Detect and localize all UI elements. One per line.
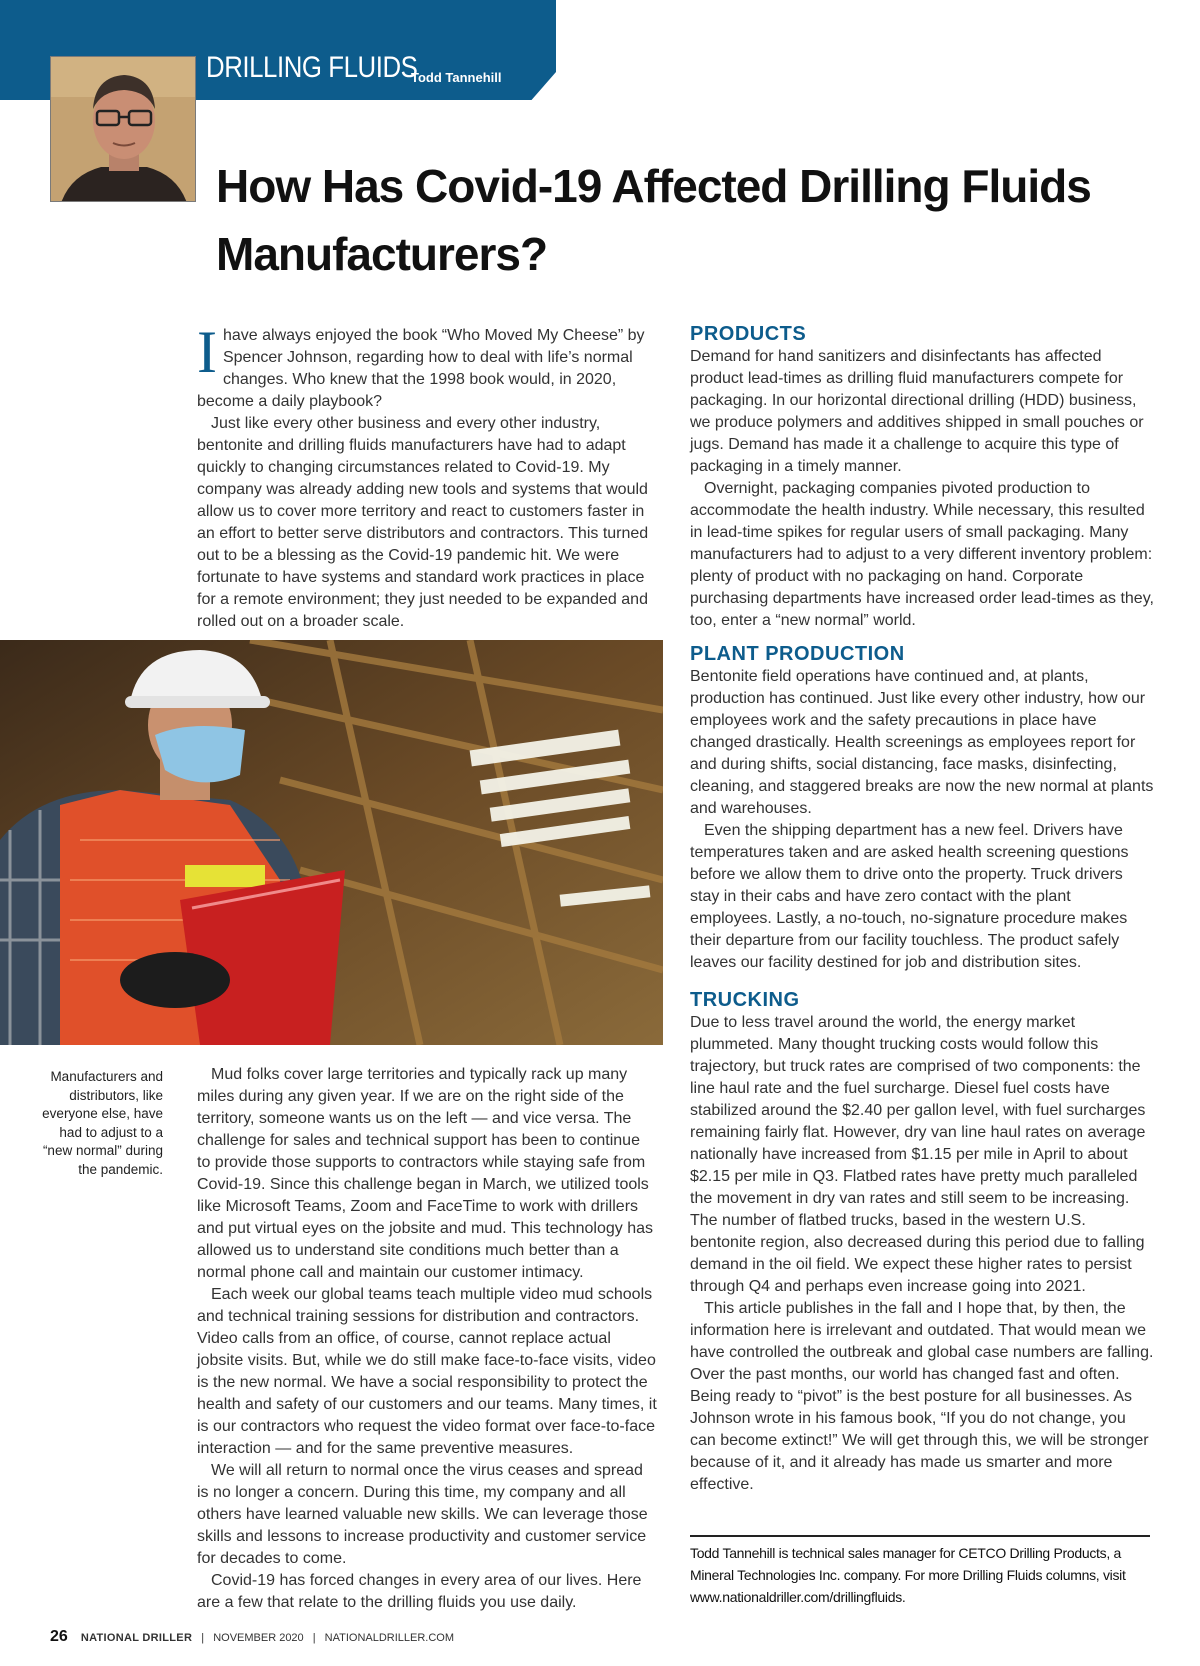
section-label: DRILLING FLUIDS	[206, 51, 418, 84]
author-bio: Todd Tannehill is technical sales manager for CETCO Drilling Products, a Mineral Technologies Inc. company. For more Drilling Fluids columns, visit www.nationaldriller.com/drillingfluids.	[690, 1545, 1126, 1605]
drop-cap: I	[197, 319, 217, 385]
page-footer	[50, 1628, 454, 1646]
body-paragraph: Each week our global teams teach multiple video mud schools and technical training sessions for distribution and contractors. Video calls from an office, of course, cannot replace actual jobsite visits. But, while we do still make face-to-face visits, video is the new normal. We have a social responsibility to protect the health and safety of our customers and our teams. Many times, it is our contractors who request the video format over face-to-face interaction — and for the same preventive measures.	[197, 1286, 657, 1457]
body-paragraph: This article publishes in the fall and I hope that, by then, the information here is irrelevant and outdated. That would mean we have controlled the outbreak and global case numbers are falling. Over the past months, our world has changed fast and often. Being ready to “pivot” is the best posture for all businesses. As Johnson wrote in his famous book, “If you do not change, you can become extinct!” We will get through this, we will be stronger because of it, and it already has made us smarter and more effective.	[690, 1300, 1154, 1493]
issue-date: NOVEMBER 2020	[213, 1632, 304, 1644]
author-photo	[50, 56, 196, 202]
article-title: How Has Covid-19 Affected Drilling Fluids Manufacturers?	[216, 160, 1091, 280]
body-paragraph: Overnight, packaging companies pivoted production to accommodate the health industry. While necessary, this resulted in lead-time spikes for regular users of small packaging. Many manufacturers had to adjust to a very different inventory problem: plenty of product with no packaging on hand. Corporate purchasing departments have increased order lead-times as they, too, enter a “new normal” world.	[690, 480, 1154, 629]
footer-separator: |	[201, 1632, 205, 1644]
page-number: 26	[50, 1628, 68, 1645]
body-paragraph: Mud folks cover large territories and typically rack up many miles during any given year. If we are on the right side of the territory, someone wants us on the left — and vice versa. The challenge for sales and technical support has been to continue to provide those supports to contractors while staying safe from Covid-19. Since this challenge began in March, we utilized tools like Microsoft Teams, Zoom and FaceTime to work with drillers and put virtual eyes on the jobsite and mud. This technology has allowed us to understand site conditions much better than a normal phone call and maintain our customer intimacy.	[197, 1066, 653, 1281]
website: NATIONALDRILLER.COM	[324, 1632, 455, 1644]
intro-paragraph-1: have always enjoyed the book “Who Moved My Cheese” by Spencer Johnson, regarding how to deal with life’s normal changes. Who knew that the 1998 book would, in 2020, become a daily playbook?	[197, 327, 645, 410]
body-paragraph: Bentonite field operations have continued and, at plants, production has continued. Just like every other industry, how our employees work and the safety precautions in place have changed drastically. Health screenings as employees report for and during shifts, social distancing, face masks, disinfecting, cleaning, and staggered breaks are now the new normal at plants and warehouses.	[690, 668, 1154, 817]
footer-separator: |	[312, 1632, 316, 1644]
bio-divider	[690, 1535, 1150, 1537]
body-paragraph: Demand for hand sanitizers and disinfectants has affected product lead-times as drilling fluid manufacturers compete for packaging. In our horizontal directional drilling (HDD) business, we produce polymers and additives shipped in small pouches or jugs. Demand has made it a challenge to acquire this type of packaging in a timely manner.	[690, 348, 1144, 475]
body-paragraph: Due to less travel around the world, the energy market plummeted. Many thought trucking costs would follow this trajectory, but truck rates are comprised of two components: the line haul rate and the fuel surcharge. Diesel fuel costs have stabilized around the $2.40 per gallon level, with fuel surcharges remaining fairly flat. However, dry van line haul rates on average nationally have increased from $1.15 per mile in April to about $2.15 per mile in Q3. Flatbed rates have pretty much paralleled the movement in dry van rates and still seem to be increasing. The number of flatbed trucks, based in the western U.S. bentonite region, also decreased during this period due to falling demand in the oil field. We expect these higher rates to persist through Q4 and perhaps even increase going into 2021.	[690, 1014, 1146, 1295]
author-byline: Todd Tannehill	[411, 70, 502, 85]
worker-photo	[0, 640, 663, 1045]
products-heading: PRODUCTS	[690, 323, 807, 345]
photo-caption: Manufacturers and distributors, like everyone else, have had to adjust to a “new normal” during the pandemic.	[42, 1069, 163, 1177]
intro-column	[197, 319, 657, 633]
intro-paragraph-2: Just like every other business and every other industry, bentonite and drilling fluids manufacturers have had to adapt quickly to changing circumstances related to Covid-19. My company was already adding new tools and systems that would allow us to cover more territory and react to customers faster in an effort to better serve distributors and contractors. This turned out to be a blessing as the Covid-19 pandemic hit. We were fortunate to have systems and standard work practices in place for a remote environment; they just needed to be expanded and rolled out on a broader scale.	[197, 415, 649, 630]
plant-production-heading: PLANT PRODUCTION	[690, 643, 905, 665]
magazine-name: NATIONAL DRILLER	[80, 1632, 193, 1644]
body-paragraph: We will all return to normal once the virus ceases and spread is no longer a concern. During this time, my company and all others have learned valuable new skills. We can leverage those skills and lessons to increase productivity and customer service for decades to come.	[197, 1462, 648, 1567]
right-column	[690, 322, 1154, 1496]
trucking-heading: TRUCKING	[690, 989, 800, 1011]
body-paragraph: Covid-19 has forced changes in every area of our lives. Here are a few that relate to the drilling fluids you use daily.	[197, 1572, 642, 1611]
body-paragraph: Even the shipping department has a new feel. Drivers have temperatures taken and are asked health screening questions before we allow them to drive onto the property. Truck drivers stay in their cabs and have zero contact with the plant employees. Lastly, a no-touch, no-signature procedure makes their departure from our facility touchless. The product safely leaves our facility destined for job and distribution sites.	[690, 822, 1129, 971]
left-bottom-column	[197, 1064, 657, 1614]
